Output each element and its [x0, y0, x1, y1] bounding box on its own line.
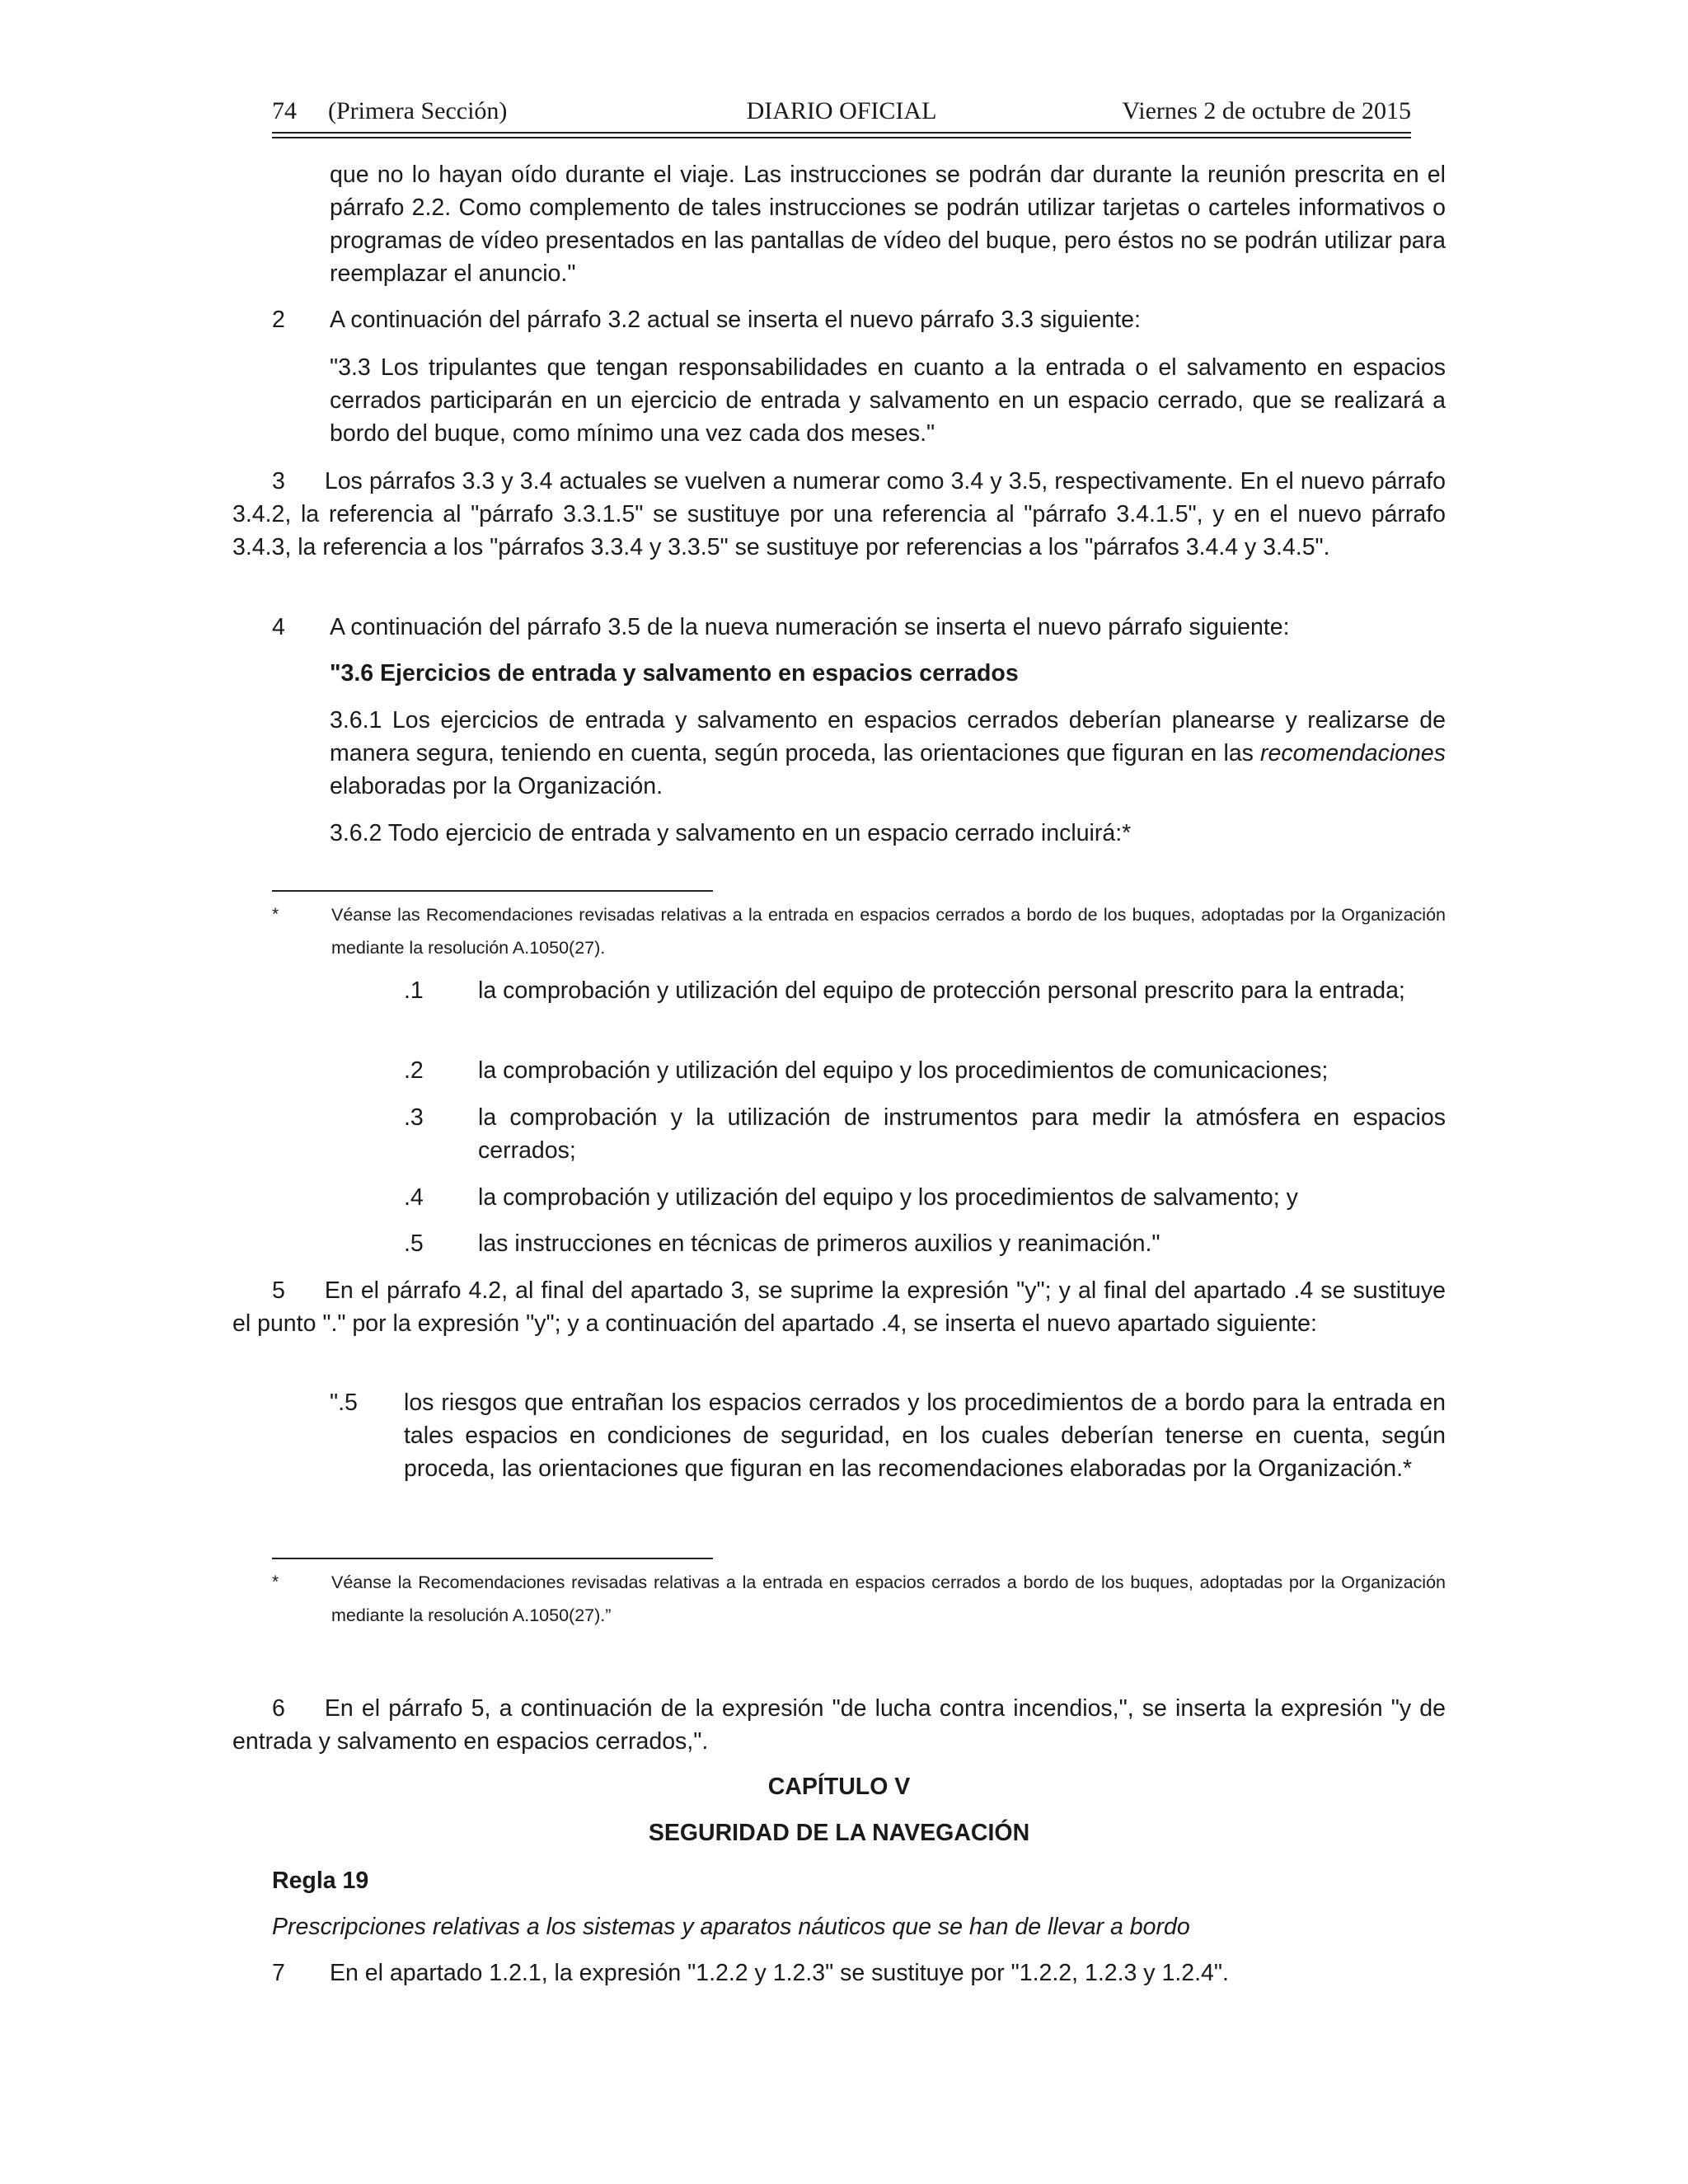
- page-header: [272, 92, 1411, 130]
- quote-paragraph-3-3: "3.3 Los tripulantes que tengan responsabilidades en cuanto a la entrada o el salvamento en espacios cerrados participarán en un ejercicio de entrada y salvamento en un espacio cerrado, que se realizará a bordo del buque, como mínimo una vez cada dos meses.": [330, 354, 1446, 447]
- heading-3-6: "3.6 Ejercicios de entrada y salvamento en espacios cerrados: [330, 660, 1019, 687]
- item-number-6: 6: [272, 1695, 285, 1722]
- chapter-title: SEGURIDAD DE LA NAVEGACIÓN: [648, 1820, 1030, 1846]
- item-text-5: En el párrafo 4.2, al final del apartado 3, se suprime la expresión "y"; y al final del apartado .4 se sustituye el punto "." por la expresión "y"; y a continuación del apartado .4, se inserta el nuevo apartado siguiente:: [232, 1277, 1446, 1337]
- paragraph-intro: que no lo hayan oído durante el viaje. Las instrucciones se podrán dar durante la reunión prescrita en el párrafo 2.2. Como complemento de tales instrucciones se podrán utilizar tarjetas o carteles informativos o programas de vídeo presentados en las pantallas de vídeo del buque, pero éstos no se podrán utilizar para reemplazar el anuncio.": [330, 162, 1446, 287]
- footnote-marker-2: *: [272, 1572, 279, 1591]
- list-item-number-5: .5: [404, 1230, 424, 1257]
- page-number: 74: [272, 97, 297, 124]
- footnote-separator-1: [272, 890, 713, 892]
- item-number-5: 5: [272, 1277, 285, 1304]
- subitem-text-5: los riesgos que entrañan los espacios cerrados y los procedimientos de a bordo para la entrada en tales espacios en condiciones de seguridad, en los cuales deberían tenerse en cuenta, según proceda, las orientaciones que figuran en las recomendaciones elaboradas por la Organización.*: [404, 1390, 1446, 1482]
- rule-heading: Regla 19: [272, 1868, 369, 1894]
- list-item-text-2: la comprobación y utilización del equipo y los procedimientos de comunicaciones;: [478, 1057, 1329, 1084]
- footnote-text-1: Véanse las Recomendaciones revisadas relativas a la entrada en espacios cerrados a bordo de los buques, adoptadas por la Organización mediante la resolución A.1050(27).: [331, 905, 1446, 958]
- footnote-marker-1: *: [272, 905, 279, 924]
- item-3: [232, 465, 1446, 564]
- rule-subtitle: Prescripciones relativas a los sistemas y aparatos náuticos que se han de llevar a bordo: [272, 1914, 1190, 1940]
- subitem-number-5: ".5: [330, 1390, 358, 1416]
- item-number-2: 2: [272, 307, 285, 333]
- list-item-text-3: la comprobación y la utilización de instrumentos para medir la atmósfera en espacios cerrados;: [478, 1104, 1446, 1164]
- header-rule-bottom: [272, 137, 1411, 138]
- item-number-4: 4: [272, 614, 285, 640]
- item-text-7: En el apartado 1.2.1, la expresión "1.2.2 y 1.2.3" se sustituye por "1.2.2, 1.2.3 y 1.2.4".: [330, 1960, 1229, 1986]
- paragraph-3-6-2: 3.6.2 Todo ejercicio de entrada y salvamento en un espacio cerrado incluirá:*: [330, 820, 1132, 846]
- list-item-text-4: la comprobación y utilización del equipo y los procedimientos de salvamento; y: [478, 1184, 1298, 1211]
- item-6: [232, 1692, 1446, 1758]
- item-text-6: En el párrafo 5, a continuación de la expresión "de lucha contra incendios,", se inserta la expresión "y de entrada y salvamento en espacios cerrados,".: [232, 1695, 1446, 1755]
- item-number-3: 3: [272, 468, 285, 494]
- item-text-2: A continuación del párrafo 3.2 actual se inserta el nuevo párrafo 3.3 siguiente:: [330, 307, 1141, 333]
- list-item-text-5: las instrucciones en técnicas de primeros auxilios y reanimación.": [478, 1230, 1160, 1257]
- item-text-3: Los párrafos 3.3 y 3.4 actuales se vuelven a numerar como 3.4 y 3.5, respectivamente. En el nuevo párrafo 3.4.2, la referencia al "párrafo 3.3.1.5" se sustituye por una referencia al "párrafo 3.4.1.5", y en el nuevo párrafo 3.4.3, la referencia a los "párrafos 3.3.4 y 3.3.5" se sustituye por referencias a los "párrafos 3.4.4 y 3.4.5".: [232, 468, 1446, 560]
- chapter-heading: CAPÍTULO V: [767, 1774, 911, 1800]
- section-label: (Primera Sección): [328, 97, 508, 124]
- paragraph-3-6-1-text-end: elaboradas por la Organización.: [330, 773, 663, 799]
- footnote-separator-2: [272, 1558, 713, 1559]
- publication-title: DIARIO OFICIAL: [746, 97, 937, 124]
- list-item-text-1: la comprobación y utilización del equipo de protección personal prescrito para la entrada;: [478, 977, 1405, 1004]
- list-item-number-2: .2: [404, 1057, 424, 1084]
- header-rule-top: [272, 132, 1411, 134]
- list-item-number-4: .4: [404, 1184, 424, 1211]
- item-text-4: A continuación del párrafo 3.5 de la nueva numeración se inserta el nuevo párrafo siguiente:: [330, 614, 1290, 640]
- paragraph-3-6-1: [330, 704, 1446, 803]
- item-number-7: 7: [272, 1960, 285, 1986]
- list-item-number-1: .1: [404, 977, 424, 1004]
- paragraph-3-6-1-emphasis: recomendaciones: [1260, 740, 1446, 766]
- list-item-number-3: .3: [404, 1104, 424, 1131]
- publication-date: Viernes 2 de octubre de 2015: [1122, 97, 1411, 124]
- footnote-text-2: Véanse la Recomendaciones revisadas relativas a la entrada en espacios cerrados a bordo de los buques, adoptadas por la Organización mediante la resolución A.1050(27).”: [331, 1572, 1446, 1625]
- item-5: [232, 1274, 1446, 1340]
- paragraph-3-6-1-text: 3.6.1 Los ejercicios de entrada y salvamento en espacios cerrados deberían planearse y realizarse de manera segura, teniendo en cuenta, según proceda, las orientaciones que figuran en las: [330, 707, 1446, 766]
